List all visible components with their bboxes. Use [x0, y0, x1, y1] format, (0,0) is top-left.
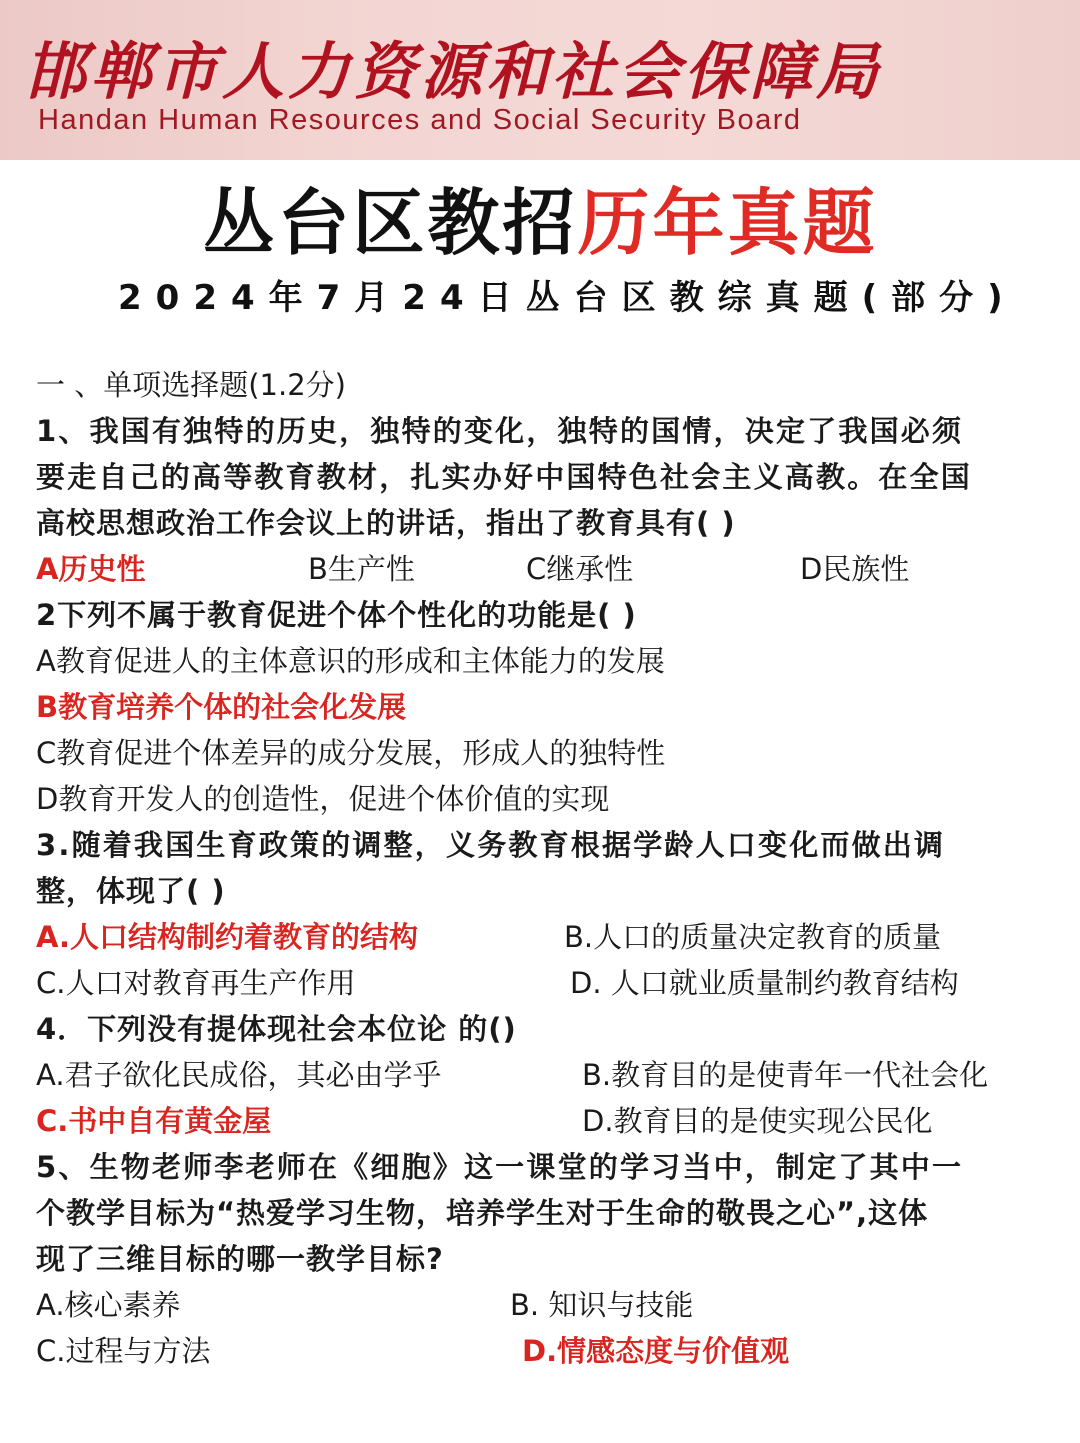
page-title: [0, 165, 1080, 269]
question-5-options-row-2: [36, 1328, 1046, 1374]
question-3-line-2: 整，体现了( ): [36, 874, 226, 908]
question-5-line-2: 个教学目标为“热爱学习生物，培养学生对于生命的敬畏之心”,这体: [36, 1196, 929, 1230]
header-banner: [0, 0, 1080, 160]
question-1-option-b: B生产性: [308, 552, 415, 586]
question-4-line-1: 4．下列没有提体现社会本位论 的(): [36, 1012, 517, 1046]
question-1-line-1: 1、我国有独特的历史，独特的变化，独特的国情，决定了我国必须: [36, 414, 964, 448]
question-list: [36, 362, 1046, 1374]
question-5-option-d: D.情感态度与价值观: [522, 1334, 790, 1368]
question-2-option-a: A教育促进人的主体意识的形成和主体能力的发展: [36, 644, 665, 678]
question-4-options-row-2: [36, 1098, 1046, 1144]
question-5-options-row-1: [36, 1282, 1046, 1328]
question-3-options-row-2: [36, 960, 1046, 1006]
question-3-option-c: C.人口对教育再生产作用: [36, 966, 356, 1000]
question-3-line-1: 3.随着我国生育政策的调整，义务教育根据学龄人口变化而做出调: [36, 828, 946, 862]
question-3-options-row-1: [36, 914, 1046, 960]
question-4-option-d: D.教育目的是使实现公民化: [582, 1104, 933, 1138]
question-1-line-3: 高校思想政治工作会议上的讲话，指出了教育具有( ): [36, 506, 736, 540]
question-1-option-a: A历史性: [36, 552, 146, 586]
question-5-option-a: A.核心素养: [36, 1288, 181, 1322]
question-4-option-c: C.书中自有黄金屋: [36, 1104, 272, 1138]
org-name-en: Handan Human Resources and Social Security Board: [38, 104, 802, 136]
question-3-option-d: D. 人口就业质量制约教育结构: [570, 966, 959, 1000]
question-2-option-c: C教育促进个体差异的成分发展，形成人的独特性: [36, 736, 666, 770]
question-4-option-a: A.君子欲化民成俗，其必由学乎: [36, 1058, 442, 1092]
question-2-line-1: 2下列不属于教育促进个体个性化的功能是( ): [36, 598, 637, 632]
org-name-cn: 邯郸市人力资源和社会保障局: [24, 35, 883, 108]
question-3-option-b: B.人口的质量决定教育的质量: [564, 920, 942, 954]
question-1-option-d: D民族性: [800, 552, 910, 586]
question-4-option-b: B.教育目的是使青年一代社会化: [582, 1058, 989, 1092]
question-1-line-2: 要走自己的高等教育教材，扎实办好中国特色社会主义高教。在全国: [36, 460, 973, 494]
question-5-line-1: 5、生物老师李老师在《细胞》这一课堂的学习当中，制定了其中一: [36, 1150, 964, 1184]
question-5-option-b: B. 知识与技能: [510, 1288, 694, 1322]
question-5-option-c: C.过程与方法: [36, 1334, 211, 1368]
page-subtitle: 2024年7月24日丛台区教综真题(部分): [118, 278, 1017, 318]
question-1-options: [36, 546, 1046, 592]
page-title-black: 丛台区教招: [202, 181, 578, 265]
question-2-option-d: D教育开发人的创造性，促进个体价值的实现: [36, 782, 610, 816]
section-heading: 一 、单项选择题(1.2分): [36, 368, 346, 402]
question-2-option-b: B教育培养个体的社会化发展: [36, 690, 407, 724]
page-title-red: 历年真题: [577, 181, 878, 265]
question-1-option-c: C继承性: [526, 552, 634, 586]
question-3-option-a: A.人口结构制约着教育的结构: [36, 920, 418, 954]
question-4-options-row-1: [36, 1052, 1046, 1098]
question-5-line-3: 现了三维目标的哪一教学目标?: [36, 1242, 444, 1276]
